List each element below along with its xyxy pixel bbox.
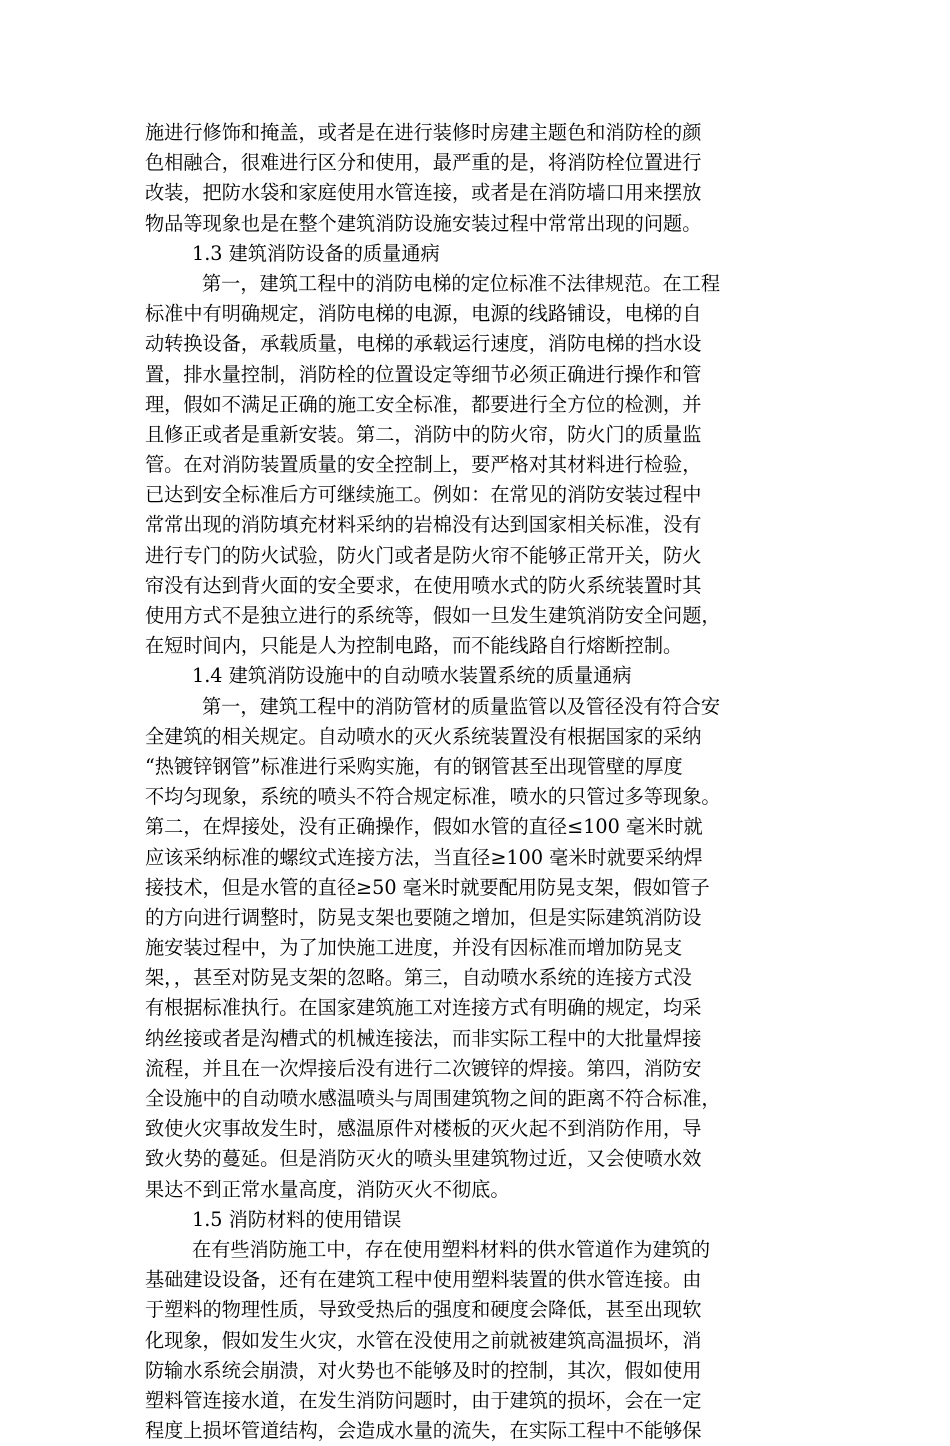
text-line: 标准中有明确规定，消防电梯的电源，电源的线路铺设，电梯的自 — [145, 302, 702, 326]
text-line: 于塑料的物理性质，导致受热后的强度和硬度会降低，甚至出现软 — [145, 1298, 702, 1322]
text-line: 化现象，假如发生火灾，水管在没使用之前就被建筑高温损坏，消 — [145, 1328, 702, 1352]
text-line: 第二，在焊接处，没有正确操作，假如水管的直径≤100 毫米时就 — [145, 815, 703, 839]
text-line: 防输水系统会崩溃，对火势也不能够及时的控制，其次，假如使用 — [145, 1358, 702, 1382]
text-line: 管。在对消防装置质量的安全控制上，要严格对其材料进行检验， — [145, 453, 702, 477]
document-page — [145, 118, 817, 1446]
text-line: 置，排水量控制，消防栓的位置设定等细节必须正确进行操作和管 — [145, 362, 702, 386]
text-line: 色相融合，很难进行区分和使用，最严重的是，将消防栓位置进行 — [145, 151, 702, 175]
text-line: 第一，建筑工程中的消防管材的质量监管以及管径没有符合安 — [202, 694, 721, 718]
text-line: 不均匀现象，系统的喷头不符合规定标准，喷水的只管过多等现象。 — [145, 785, 721, 809]
text-line: 致使火灾事故发生时，感温原件对楼板的灭火起不到消防作用，导 — [145, 1117, 702, 1141]
text-line: 施安装过程中，为了加快施工进度，并没有因标准而增加防晃支 — [145, 936, 683, 960]
text-line: 动转换设备，承载质量，电梯的承载运行速度，消防电梯的挡水设 — [145, 332, 702, 356]
text-line: 进行专门的防火试验，防火门或者是防火帘不能够正常开关，防火 — [145, 543, 702, 567]
section-heading: 1.3 建筑消防设备的质量通病 — [192, 241, 440, 265]
section-heading: 1.5 消防材料的使用错误 — [192, 1207, 402, 1231]
text-line: 在有些消防施工中，存在使用塑料材料的供水管道作为建筑的 — [192, 1237, 711, 1261]
text-line: 流程，并且在一次焊接后没有进行二次镀锌的焊接。第四，消防安 — [145, 1056, 702, 1080]
text-line: “热镀锌钢管”标准进行采购实施，有的钢管甚至出现管壁的厚度 — [145, 754, 683, 778]
text-line: 塑料管连接水道，在发生消防问题时，由于建筑的损坏，会在一定 — [145, 1388, 702, 1412]
text-line: 纳丝接或者是沟槽式的机械连接法，而非实际工程中的大批量焊接 — [145, 1026, 702, 1050]
text-line: 改装，把防水袋和家庭使用水管连接，或者是在消防墙口用来摆放 — [145, 181, 702, 205]
text-line: 且修正或者是重新安装。第二，消防中的防火帘，防火门的质量监 — [145, 422, 702, 446]
text-line: 架，，甚至对防晃支架的忽略。第三，自动喷水系统的连接方式没 — [145, 966, 692, 990]
section-heading: 1.4 建筑消防设施中的自动喷水装置系统的质量通病 — [192, 664, 632, 688]
text-line: 使用方式不是独立进行的系统等，假如一旦发生建筑消防安全问题， — [145, 604, 721, 627]
text-line: 在短时间内，只能是人为控制电路，而不能线路自行熔断控制。 — [145, 634, 683, 658]
text-line: 全建筑的相关规定。自动喷水的灭火系统装置没有根据国家的采纳 — [145, 724, 702, 748]
text-line: 理，假如不满足正确的施工安全标准，都要进行全方位的检测，并 — [145, 392, 702, 416]
text-line: 帘没有达到背火面的安全要求，在使用喷水式的防火系统装置时其 — [145, 573, 702, 597]
text-line: 全设施中的自动喷水感温喷头与周围建筑物之间的距离不符合标准， — [145, 1087, 721, 1110]
text-line: 已达到安全标准后方可继续施工。例如：在常见的消防安装过程中 — [145, 483, 702, 507]
text-line: 程度上损坏管道结构，会造成水量的流失，在实际工程中不能够保 — [145, 1419, 702, 1443]
text-line: 的方向进行调整时，防晃支架也要随之增加，但是实际建筑消防设 — [145, 905, 702, 929]
text-line: 第一，建筑工程中的消防电梯的定位标准不法律规范。在工程 — [202, 271, 721, 295]
text-line: 致火势的蔓延。但是消防灭火的喷头里建筑物过近，又会使喷水效 — [145, 1147, 702, 1171]
text-line: 有根据标准执行。在国家建筑施工对连接方式有明确的规定，均采 — [145, 996, 702, 1020]
text-line: 应该采纳标准的螺纹式连接方法，当直径≥100 毫米时就要采纳焊 — [145, 845, 703, 869]
text-line: 基础建设设备，还有在建筑工程中使用塑料装置的供水管连接。由 — [145, 1268, 702, 1292]
text-line: 物品等现象也是在整个建筑消防设施安装过程中常常出现的问题。 — [145, 211, 702, 235]
text-line: 施进行修饰和掩盖，或者是在进行装修时房建主题色和消防栓的颜 — [145, 121, 702, 144]
text-line: 果达不到正常水量高度，消防灭火不彻底。 — [145, 1177, 510, 1201]
text-line: 接技术，但是水管的直径≥50 毫米时就要配用防晃支架，假如管子 — [145, 875, 710, 899]
text-line: 常常出现的消防填充材料采纳的岩棉没有达到国家相关标准，没有 — [145, 513, 702, 537]
